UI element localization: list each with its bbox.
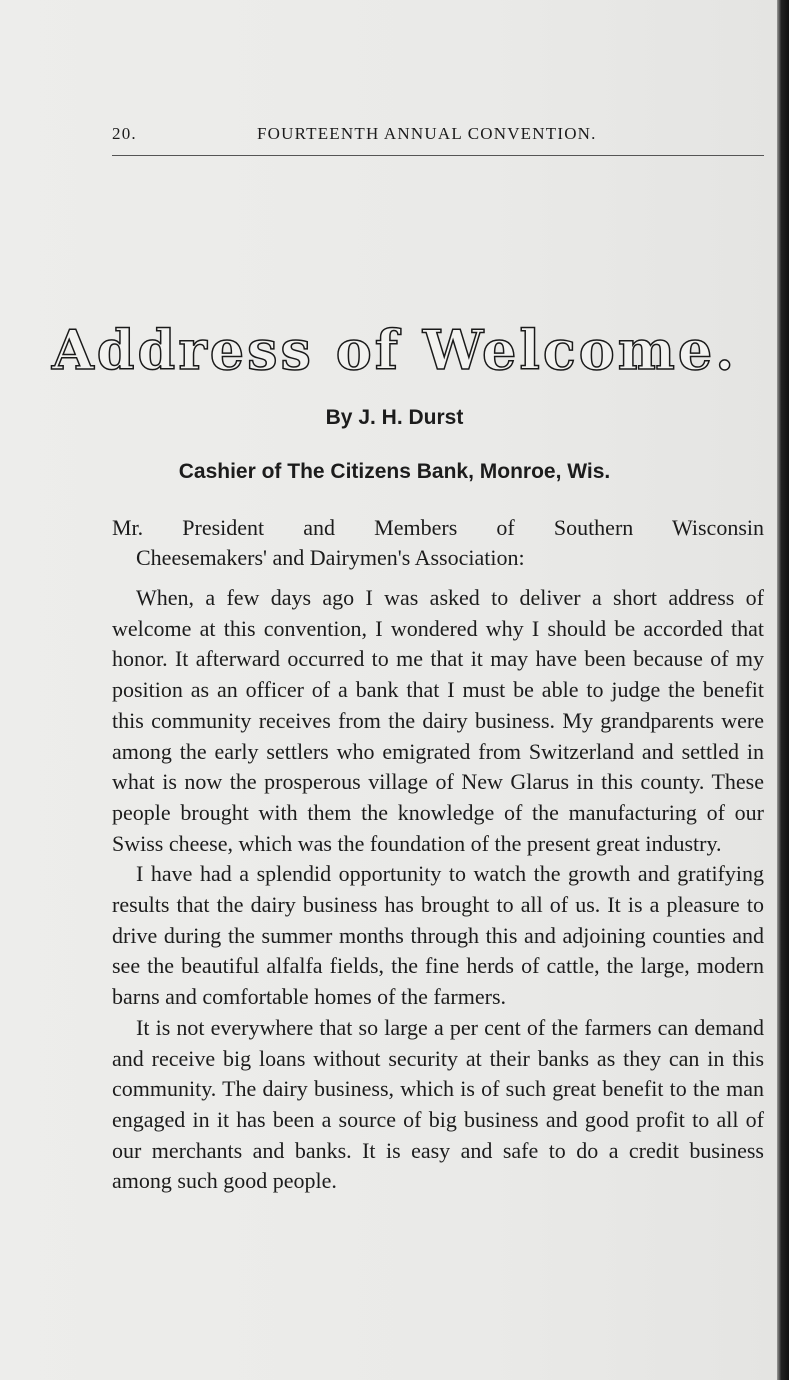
paragraph-1: When, a few days ago I was asked to deliver a short address of welcome at this convention, I wondered why I should be accorded that honor. It afterward occurred to me that it may have been because of my position as an officer of a bank that I must be able to judge the benefit this community receives from the dairy business. My grandparents were among the early settlers who emigrated from Switzerland and settled in what is now the prosperous village of New Glarus in this county. These people brought with them the knowledge of the manufacturing of our Swiss cheese, which was the foundation of the present great industry. [112,585,764,856]
paragraph-3: It is not everywhere that so large a per cent of the farmers can demand and receive big loans without security at their banks as they can in this community. The dairy business, which is of such great benefit to the man engaged in it has been a source of big business and good profit to all of our merchants and banks. It is easy and safe to do a credit business among such good people. [112,1014,764,1194]
author-affiliation: Cashier of The Citizens Bank, Monroe, Wis. [178,460,611,483]
salutation-line-1: Mr. President and Members of Southern Wisconsin [112,515,764,540]
page-number: 20. [112,124,137,143]
author-byline: By J. H. Durst [325,406,464,429]
salutation [112,513,764,573]
header-rule [112,155,764,156]
salutation-line-2: Cheesemakers' and Dairymen's Association: [136,545,525,570]
article-title: Address of Welcome. [51,318,738,382]
running-head: FOURTEENTH ANNUAL CONVENTION. [257,124,597,143]
paragraph-2: I have had a splendid opportunity to watch the growth and gratifying results that the dairy business has brought to all of us. It is a pleasure to drive during the summer months through this and adjoining counties and see the beautiful alfalfa fields, the fine herds of cattle, the large, modern barns and comfortable homes of the farmers. [112,861,764,1010]
binding-edge [777,0,789,1380]
body-text [112,583,764,1197]
